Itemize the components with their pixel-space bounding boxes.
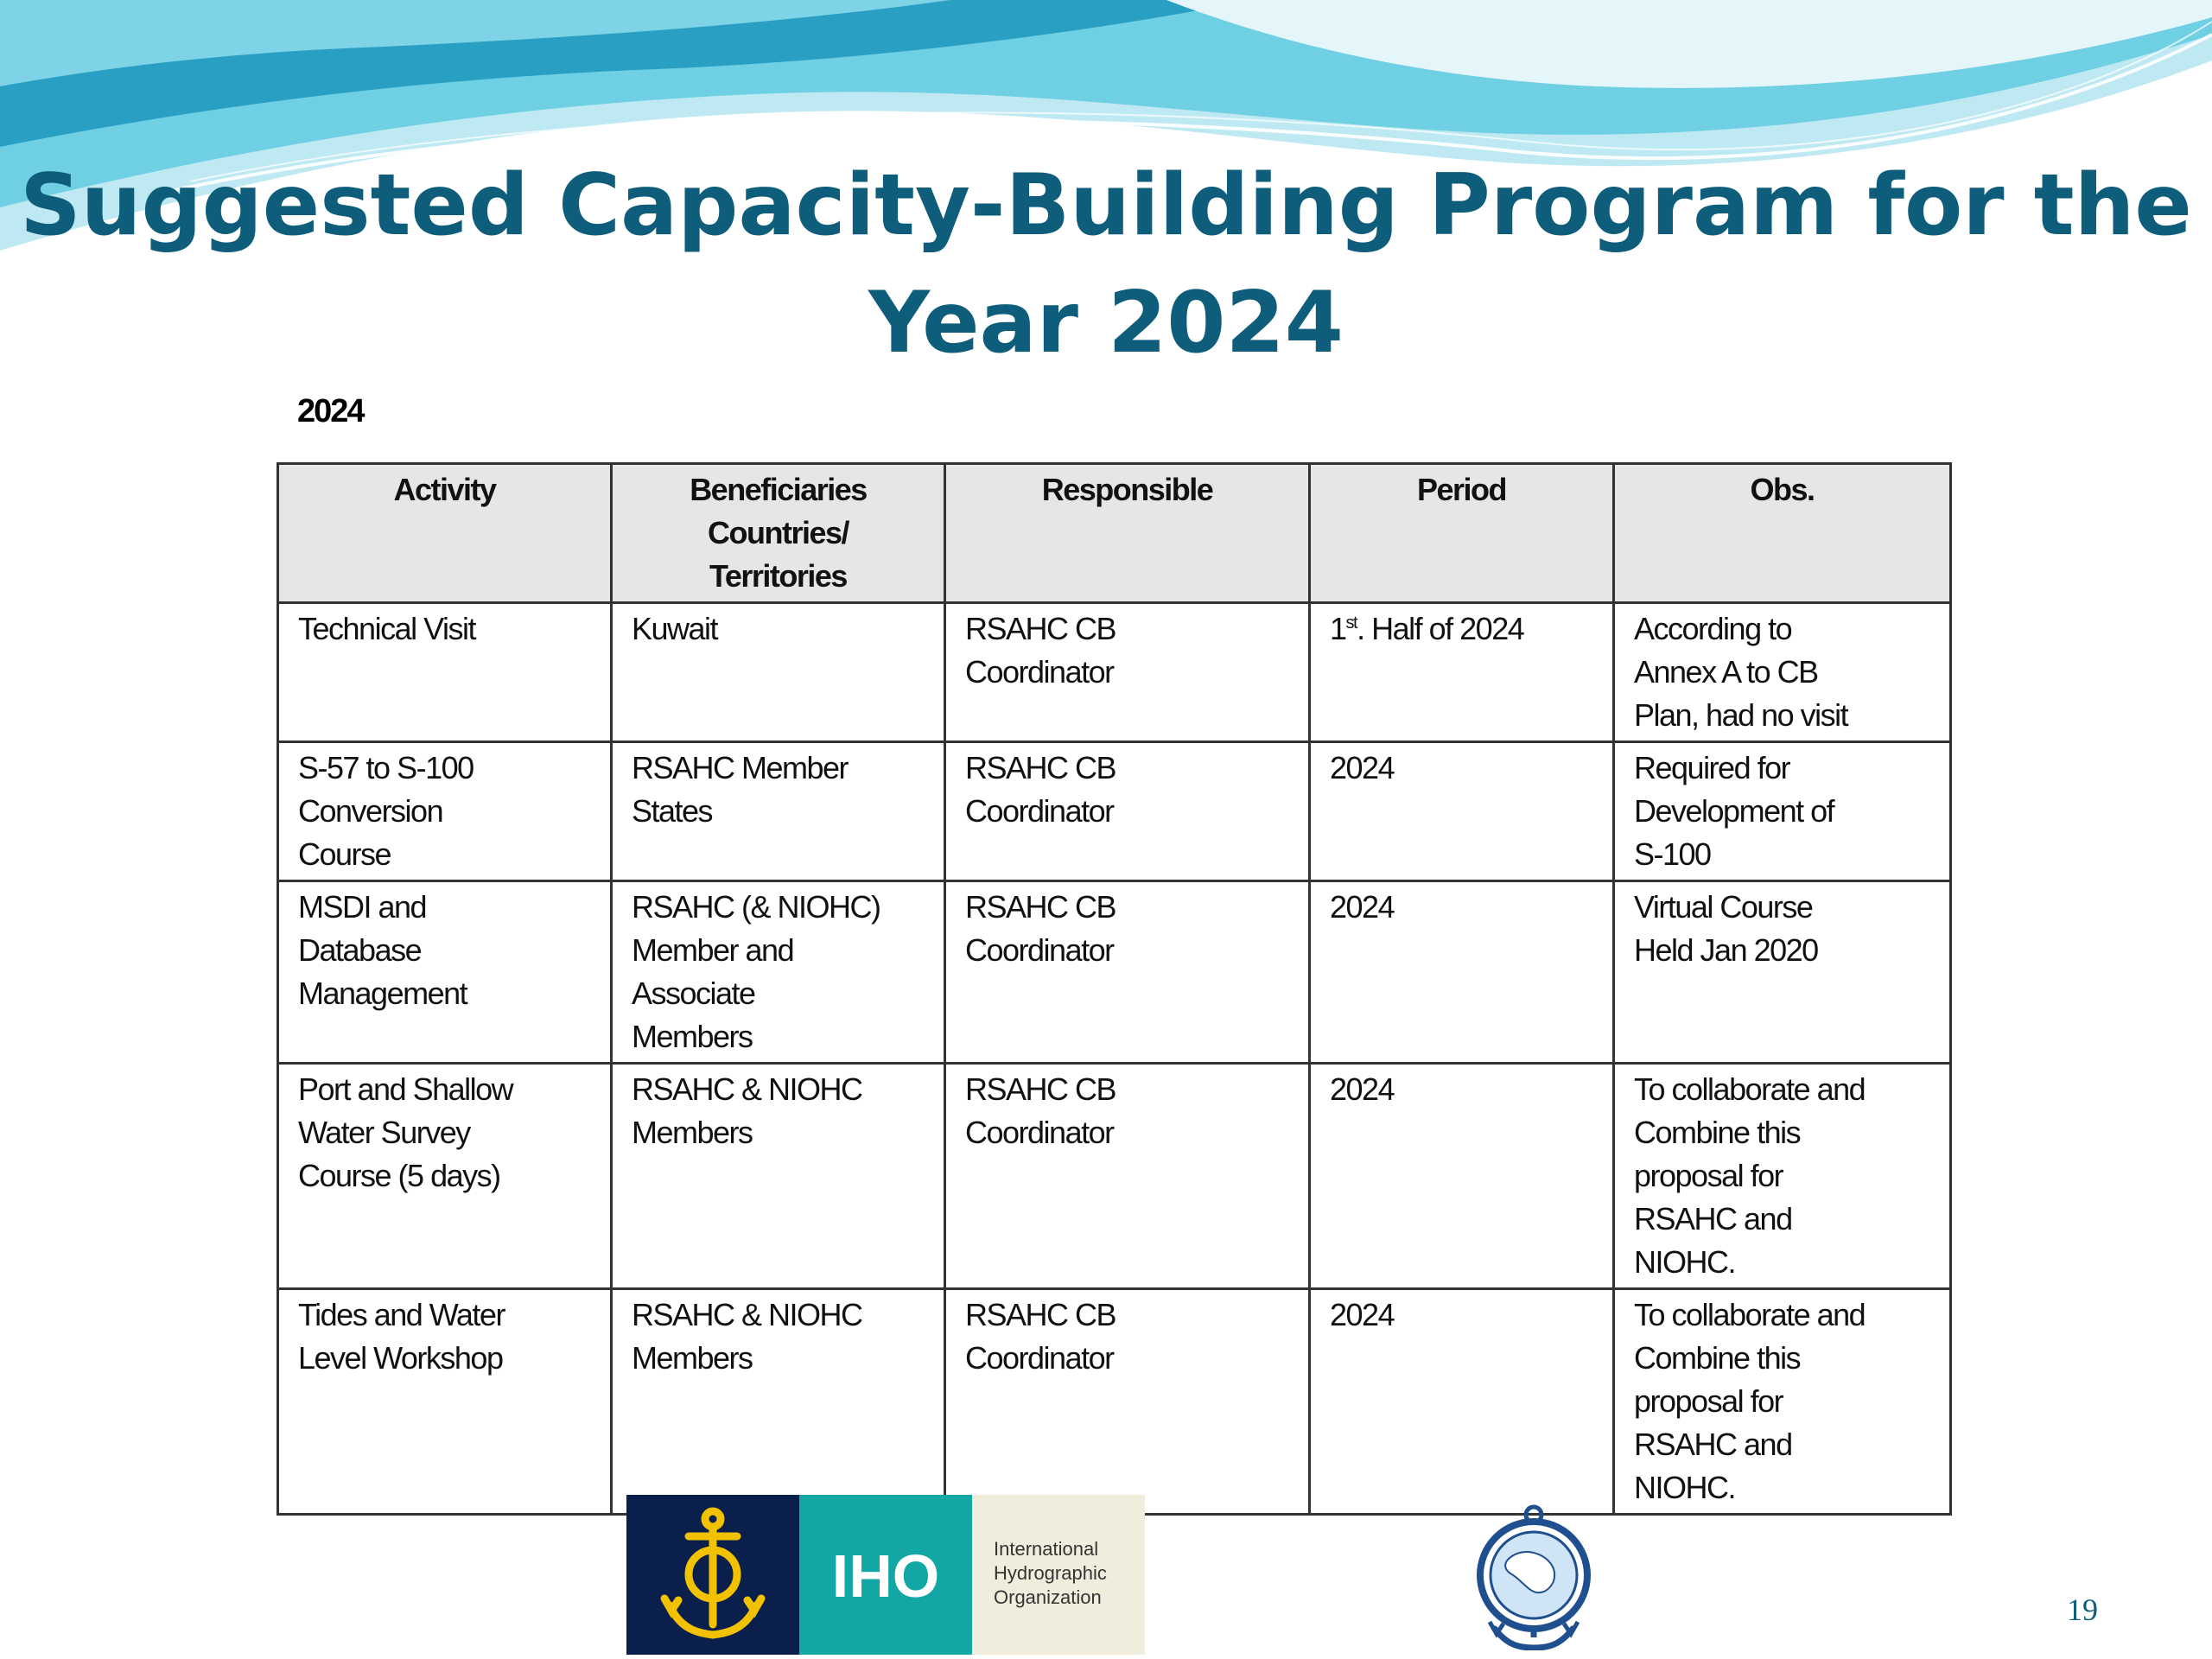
table-row [278,881,1951,1064]
cell-line: Level Workshop [298,1340,503,1376]
slide-title [0,147,2212,382]
cell-line: RSAHC & NIOHC [632,1297,862,1332]
cell-line: Combine this [1634,1115,1801,1150]
cell-period [1310,742,1614,881]
table-row [278,742,1951,881]
cell-line: S-57 to S-100 [298,750,474,785]
cell-activity [278,881,612,1064]
cell-obs [1614,1289,1951,1515]
header-obs [1614,464,1951,603]
header-line: Activity [393,472,496,507]
cell-period [1310,1289,1614,1515]
header-responsible [945,464,1310,603]
cell-line: Tides and Water [298,1297,505,1332]
cell-period [1310,603,1614,742]
cell-obs [1614,1064,1951,1289]
cell-line: 2024 [1330,889,1395,925]
table-header-row [278,464,1951,603]
program-table [276,462,1952,1516]
cell-line: Coordinator [965,1115,1114,1150]
period-prefix: 1 [1330,611,1346,646]
cell-responsible [945,742,1310,881]
cell-line: RSAHC CB [965,750,1116,785]
cell-line: 2024 [1330,750,1395,785]
cell-responsible [945,1289,1310,1515]
cell-line: According to [1634,611,1792,646]
cell-line: RSAHC & NIOHC [632,1071,862,1107]
cell-line: To collaborate and [1634,1071,1866,1107]
cell-responsible [945,1064,1310,1289]
page-number: 19 [2067,1592,2098,1627]
slide-title-line-1: Suggested Capacity-Building Program for the [20,156,2192,255]
cell-obs [1614,603,1951,742]
cell-beneficiaries [612,603,945,742]
cell-line: Course [298,836,391,872]
cell-line: Virtual Course [1634,889,1813,925]
cell-line: Members [632,1340,753,1376]
iho-abbrev-text: IHO [831,1542,940,1610]
cell-line: States [632,793,713,829]
cell-activity [278,1289,612,1515]
cell-line: Held Jan 2020 [1634,932,1818,968]
cell-line: RSAHC and [1634,1427,1792,1462]
cell-activity [278,1064,612,1289]
cell-line: Combine this [1634,1340,1801,1376]
cell-line: RSAHC CB [965,889,1116,925]
header-beneficiaries [612,464,945,603]
period-superscript: st [1345,613,1357,632]
cell-line: proposal for [1634,1158,1783,1193]
cell-line: 2024 [1330,1297,1395,1332]
cell-line: RSAHC (& NIOHC) [632,889,880,925]
table-row [278,1289,1951,1515]
cell-line: RSAHC and [1634,1201,1792,1236]
cell-obs [1614,881,1951,1064]
iho-logo [626,1495,1145,1655]
year-label: 2024 [297,393,364,429]
cell-line: S-100 [1634,836,1711,872]
cell-line: 2024 [1330,1071,1395,1107]
cell-activity [278,742,612,881]
cell-line: Required for [1634,750,1790,785]
cell-line: MSDI and [298,889,427,925]
period-suffix: . Half of 2024 [1357,611,1524,646]
cell-line: Members [632,1115,753,1150]
cell-responsible [945,881,1310,1064]
header-line: Period [1416,472,1507,507]
header-line: Beneficiaries [690,472,867,507]
cell-line: Conversion [298,793,443,829]
cell-beneficiaries [612,881,945,1064]
header-line: Responsible [1041,472,1213,507]
header-activity [278,464,612,603]
cell-line: Associate [632,976,755,1011]
iho-name-line: Organization [994,1586,1102,1608]
cell-period [1310,881,1614,1064]
cell-line: proposal for [1634,1383,1783,1419]
cell-line: Port and Shallow [298,1071,513,1107]
cell-line: RSAHC CB [965,1071,1116,1107]
cell-line: Management [298,976,467,1011]
header-line: Territories [709,558,847,594]
table-row [278,1064,1951,1289]
cell-line: Kuwait [632,611,718,646]
cell-beneficiaries [612,1064,945,1289]
header-line: Obs. [1750,472,1815,507]
cell-line: Coordinator [965,932,1114,968]
cell-line: RSAHC CB [965,611,1116,646]
cell-line: Member and [632,932,794,968]
cell-line: Members [632,1019,753,1054]
iho-name-line: Hydrographic [994,1562,1107,1584]
cell-beneficiaries [612,1289,945,1515]
header-period [1310,464,1614,603]
cell-line: RSAHC CB [965,1297,1116,1332]
iho-name-line: International [994,1538,1099,1560]
table-row [278,603,1951,742]
cell-responsible [945,603,1310,742]
cell-activity [278,603,612,742]
cell-line: RSAHC Member [632,750,849,785]
cell-line: Annex A to CB [1634,654,1818,690]
slide-title-line-2: Year 2024 [868,274,1344,372]
cell-line: Coordinator [965,1340,1114,1376]
cell-line: To collaborate and [1634,1297,1866,1332]
cell-line: NIOHC. [1634,1244,1735,1280]
cell-period [1310,1064,1614,1289]
header-line: Countries/ [707,515,849,550]
cell-obs [1614,742,1951,881]
cell-line: Development of [1634,793,1834,829]
cell-line: Water Survey [298,1115,470,1150]
cell-line: Plan, had no visit [1634,697,1848,733]
cell-line: NIOHC. [1634,1470,1735,1505]
cell-line: Technical Visit [298,611,475,646]
cell-line: Database [298,932,422,968]
cell-beneficiaries [612,742,945,881]
cell-line: Course (5 days) [298,1158,500,1193]
rsahc-anchor-seal-icon [1469,1499,1599,1650]
cell-line: Coordinator [965,654,1114,690]
cell-line: Coordinator [965,793,1114,829]
